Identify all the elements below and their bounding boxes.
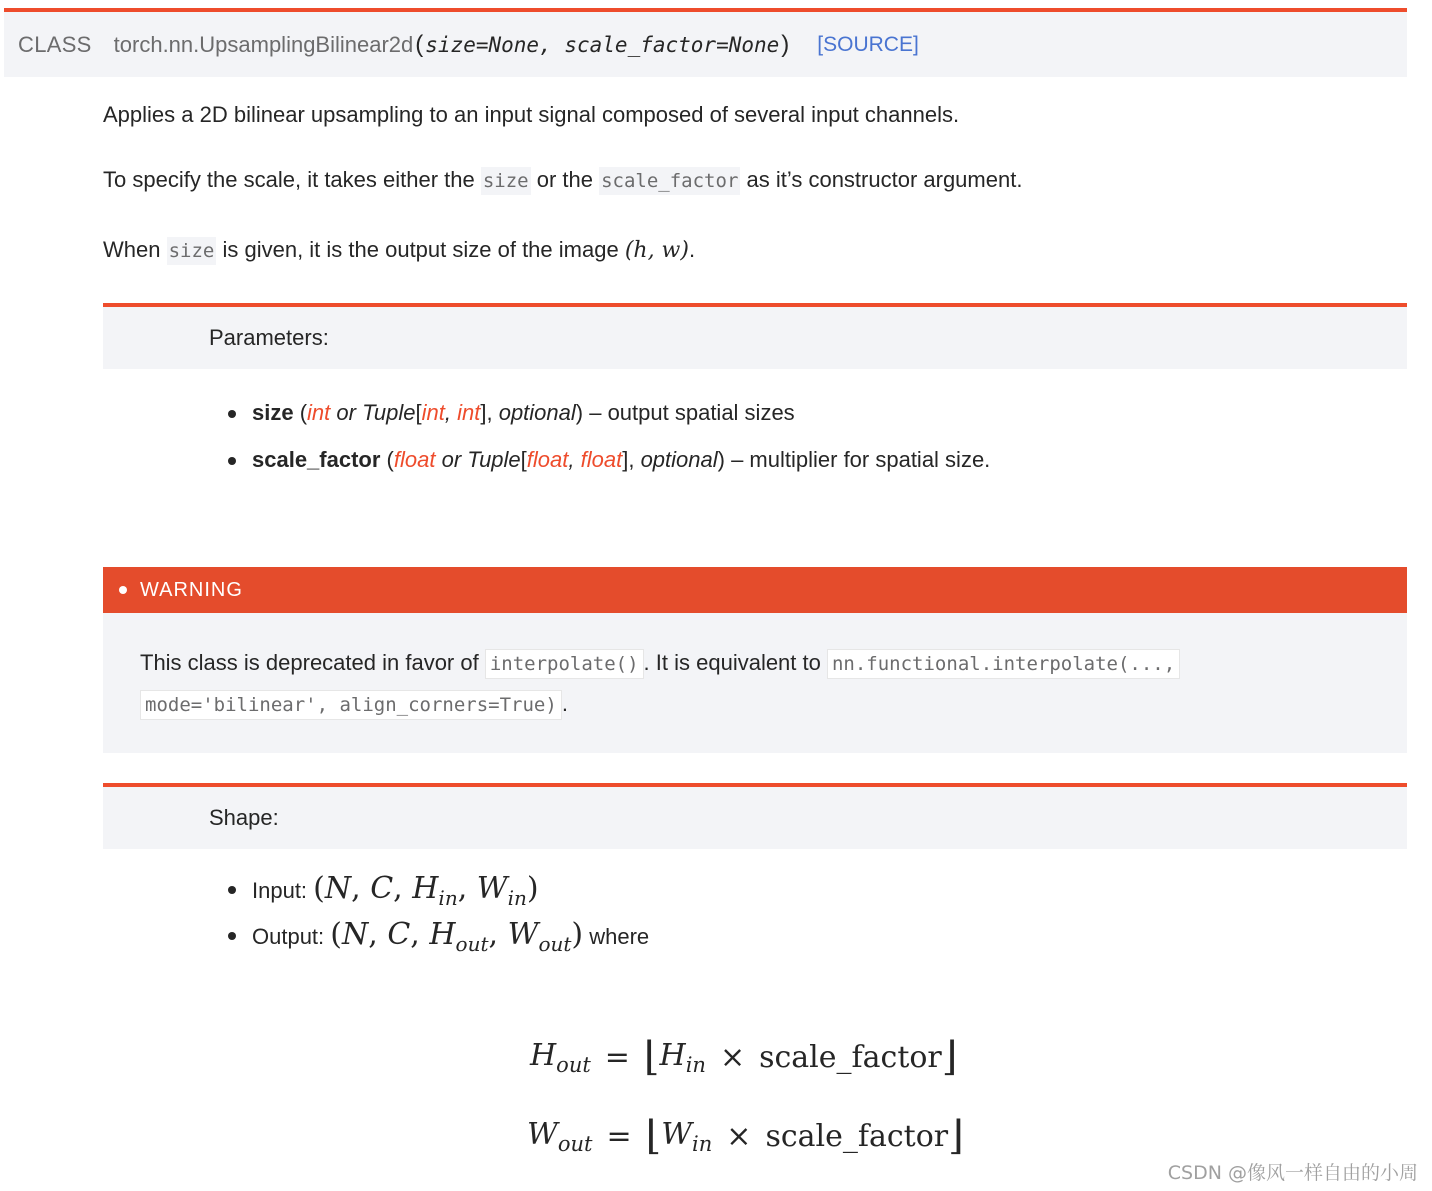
param-item: scale_factor (float or Tuple[float, float], optional) – multiplier for spatial size. (224, 443, 990, 490)
scale-factor-text: scale_factor (759, 1039, 942, 1075)
math-hw: (h, w) (624, 238, 689, 263)
code-functional: nn.functional.interpolate(..., (827, 649, 1180, 679)
shape-list (224, 872, 649, 965)
description-p3 (103, 237, 695, 263)
param-item: size (int or Tuple[int, int], optional) – output spatial sizes (224, 396, 990, 443)
code-scale-factor: scale_factor (599, 167, 740, 195)
text: is given, it is the output size of the image (216, 237, 625, 262)
param-name: scale_factor (252, 447, 381, 472)
scale-factor-text: scale_factor (765, 1118, 949, 1154)
text: . It is equivalent to (643, 650, 827, 675)
param-type-link[interactable]: int (457, 400, 481, 425)
shape-input-label: Input: (252, 878, 314, 903)
parameters-heading-label: Parameters: (209, 325, 329, 350)
shape-output (224, 918, 649, 965)
param-desc: – output spatial sizes (583, 400, 795, 425)
shape-output-math: (N, C, $H_{out}$, $W_{out}$) (330, 917, 584, 956)
param-type-link[interactable]: float (526, 447, 569, 472)
param-type-link[interactable]: float (580, 447, 623, 472)
parameters-list (224, 396, 990, 490)
description-p1: Applies a 2D bilinear upsampling to an input signal composed of several input channels. (103, 102, 960, 127)
warning-banner (103, 567, 1407, 613)
source-link[interactable]: [SOURCE] (817, 32, 919, 56)
close-paren: ) (781, 30, 790, 58)
param-type: Tuple (362, 400, 416, 425)
shape-heading-label: Shape: (209, 805, 279, 830)
class-signature (4, 8, 1407, 77)
watermark: CSDN @像风一样自由的小周 (1167, 1162, 1418, 1184)
shape-input-math: (N, C, $H_{in}$, $W_{in}$) (313, 871, 539, 910)
text: . (688, 237, 696, 262)
warning-title: WARNING (140, 578, 243, 601)
text: or (435, 447, 468, 472)
equation-wout: $W_{out}$ = ⌊ $W_{in}$ × scale_factor ⌋ (527, 1113, 964, 1159)
text: as it’s constructor argument. (740, 167, 1023, 192)
param-desc: – multiplier for spatial size. (724, 447, 991, 472)
text: or (330, 400, 363, 425)
param-type-link[interactable]: int (421, 400, 445, 425)
class-label: CLASS (18, 31, 92, 57)
code-mode: mode='bilinear', align_corners=True) (140, 690, 562, 720)
equation-hout: $H_{out}$ = ⌊ $H_{in}$ × scale_factor ⌋ (530, 1034, 958, 1080)
shape-input (224, 872, 649, 918)
param-type-link[interactable]: int (307, 400, 331, 425)
param-optional: optional (640, 447, 718, 472)
code-interpolate-link[interactable]: interpolate() (485, 649, 644, 679)
text: . (561, 691, 568, 716)
where-text: where (583, 924, 650, 949)
param-optional: optional (498, 400, 576, 425)
warning-body (103, 613, 1407, 753)
code-size: size (481, 167, 531, 195)
open-paren: ( (415, 30, 424, 58)
shape-heading (103, 783, 1407, 849)
code-size: size (167, 237, 217, 265)
class-args: size=None, scale_factor=None (425, 32, 780, 57)
param-type-link[interactable]: float (393, 447, 436, 472)
text: This class is deprecated in favor of (140, 650, 485, 675)
shape-output-label: Output: (252, 924, 331, 949)
warning-bullet-icon (119, 586, 127, 594)
parameters-heading (103, 303, 1407, 369)
param-name: size (252, 400, 294, 425)
text: When (103, 237, 167, 262)
param-type: Tuple (467, 447, 521, 472)
text: or the (530, 167, 600, 192)
class-name: torch.nn.UpsamplingBilinear2d (113, 31, 414, 57)
text: To specify the scale, it takes either the (103, 167, 481, 192)
description-p2 (103, 167, 1022, 193)
